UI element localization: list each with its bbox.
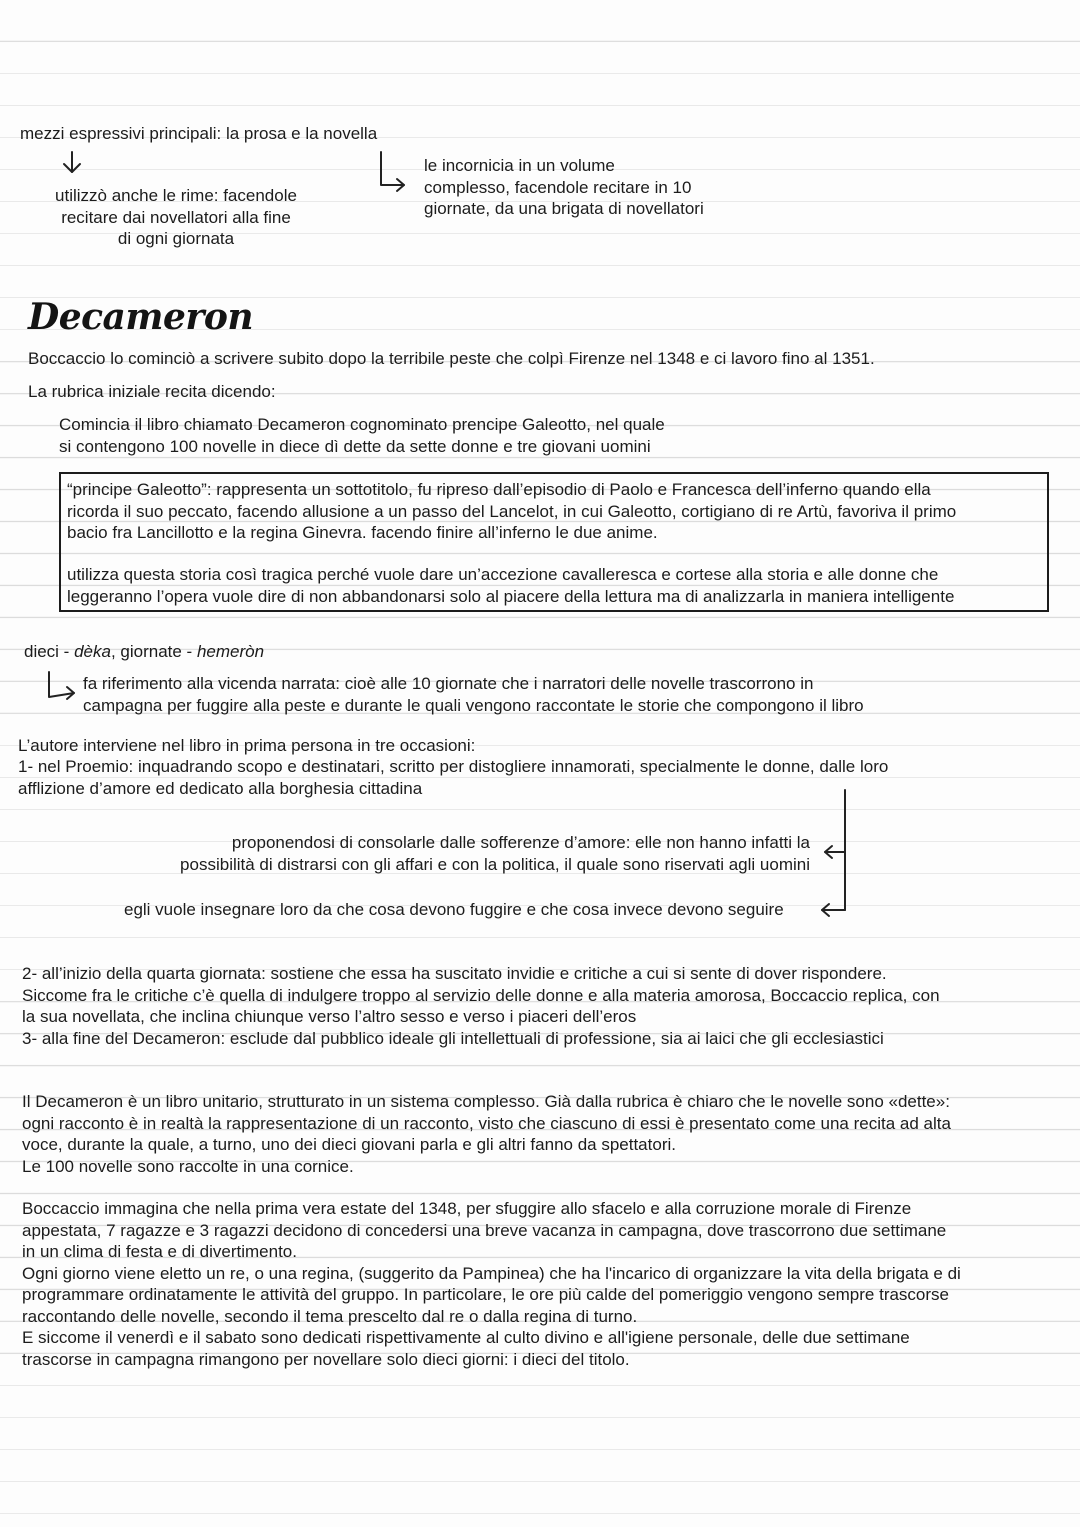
down-arrow-icon — [64, 152, 80, 172]
frame-note — [424, 155, 704, 220]
note-line: giornate, da una brigata di novellatori — [424, 199, 704, 218]
paragraph-line: Boccaccio immagina che nella prima vera estate del 1348, per sfuggire allo sfacelo e alla corruzione morale di Firenze — [22, 1199, 912, 1218]
paragraph-line: Il Decameron è un libro unitario, strutturato in un sistema complesso. Già dalla rubrica è chiaro che le novelle sono «dette»: — [22, 1092, 950, 1111]
point-line: 1- nel Proemio: inquadrando scopo e destinatari, scritto per distogliere innamorati, specialmente le donne, dalle loro — [18, 757, 889, 776]
box-line: bacio fra Lancillotto e la regina Ginevra. facendo finire all’inferno le due anime. — [67, 523, 658, 542]
note-line: utilizzò anche le rime: facendole — [55, 186, 297, 205]
paragraph-line: raccontando delle novelle, secondo il tema prescelto dal re o dalla regina di turno. — [22, 1306, 638, 1326]
box-paragraph-2 — [67, 564, 954, 607]
box-line: leggeranno l’opera vuole dire di non abbandonarsi solo al piacere della lettura ma di analizzarla in maniera intelligente — [67, 586, 955, 606]
etym-dieci: dieci - — [24, 642, 75, 661]
box-line: “principe Galeotto”: rappresenta un sottotitolo, fu ripreso dall’episodio di Paolo e Francesca dell’inferno quando ella — [67, 480, 931, 499]
etymology-line — [24, 641, 264, 663]
paragraph-line: Ogni giorno viene eletto un re, o una regina, (suggerito da Pampinea) che ha l'incarico di organizzare la vita della brigata e di — [22, 1263, 961, 1283]
explanation-line: campagna per fuggire alla peste e durante le quali vengono raccontate le storie che compongono il libro — [83, 695, 864, 715]
author-intro: L’autore interviene nel libro in prima persona in tre occasioni: — [18, 736, 476, 755]
intro-line: Boccaccio lo cominciò a scrivere subito dopo la terribile peste che colpì Firenze nel 1348 e ci lavoro fino al 1351. — [28, 349, 875, 368]
paragraph-line: ogni racconto è in realtà la rappresentazione di un racconto, visto che ciascuno di essi è presentato come una recita ad alta — [22, 1113, 951, 1133]
corner-arrow-icon — [49, 672, 74, 699]
paragraph-line: voce, durante la quale, a turno, uno dei dieci giovani parla e gli altri fanno da spettatori. — [22, 1135, 676, 1154]
rime-note — [40, 185, 312, 250]
note-line: proponendosi di consolarle dalle sofferenze d’amore: elle non hanno infatti la — [231, 833, 810, 852]
quote-line: Comincia il libro chiamato Decameron cognominato prencipe Galeotto, nel quale — [59, 415, 665, 434]
rubric-intro: La rubrica iniziale recita dicendo: — [28, 382, 276, 401]
etym-giornate: , giornate - — [110, 642, 197, 661]
bracket-arrow-icon — [822, 790, 845, 916]
paragraph-line: trascorse in campagna rimangono per novellare solo dieci giorni: i dieci del titolo. — [22, 1349, 630, 1369]
etym-deka: dèka — [74, 642, 111, 661]
point-line: la sua novellata, che inclina chiunque verso l’altro sesso e verso i piaceri dell’eros — [22, 1007, 637, 1026]
note-line: di ogni giornata — [117, 229, 235, 248]
point-line: 3- alla fine del Decameron: esclude dal pubblico ideale gli intellettuali di professione, sia ai laici che gli ecclesiastici — [22, 1028, 884, 1048]
paragraph-line: programmare ordinatamente le attività del gruppo. In particolare, le ore più calde del pomeriggio vengono sempre trascorse — [22, 1285, 950, 1304]
point-line: Siccome fra le critiche c’è quella di indulgere troppo al servizio delle donne e alla materia amorosa, Boccaccio replica, con — [22, 985, 940, 1005]
explanation-line: fa riferimento alla vicenda narrata: cioè alle 10 giornate che i narratori delle novelle trascorrono in — [83, 674, 814, 693]
teach-note: egli vuole insegnare loro da che cosa devono fuggire e che cosa invece devono seguire — [124, 900, 784, 919]
point-line: afflizione d’amore ed dedicato alla borghesia cittadina — [18, 778, 423, 798]
etym-hemeron: hemeròn — [196, 642, 265, 661]
structure-paragraph-1 — [22, 1091, 951, 1177]
paragraph-line: in un clima di festa e di divertimento. — [22, 1242, 297, 1261]
consolation-note — [180, 832, 810, 875]
point-1 — [18, 756, 888, 799]
paragraph-line: E siccome il venerdì e il sabato sono dedicati rispettivamente al culto divino e all'igiene personale, delle due settimane — [22, 1328, 910, 1347]
means-line: mezzi espressivi principali: la prosa e la novella — [20, 124, 378, 143]
corner-arrow-icon — [381, 152, 404, 191]
paragraph-line: Le 100 novelle sono raccolte in una cornice. — [22, 1156, 354, 1176]
note-line: possibilità di distrarsi con gli affari e con la politica, il quale sono riservati agli uomini — [180, 854, 810, 874]
rubric-quote — [59, 414, 665, 457]
note-line: le incornicia in un volume — [424, 156, 615, 175]
note-line: recitare dai novellatori alla fine — [61, 207, 291, 227]
box-line: utilizza questa storia così tragica perché vuole dare un’accezione cavalleresca e cortese alla storia e alle donne che — [67, 565, 939, 584]
etymology-explanation — [83, 673, 864, 716]
paragraph-line: appestata, 7 ragazze e 3 ragazzi decidono di concedersi una breve vacanza in campagna, dove trascorrono due settimane — [22, 1220, 947, 1240]
box-paragraph-1 — [67, 479, 956, 544]
points-2-3 — [22, 963, 940, 1049]
box-line: ricorda il suo peccato, facendo allusione a un passo del Lancelot, in cui Galeotto, cortigiano di re Artù, favoriva il primo — [67, 501, 957, 521]
structure-paragraph-2 — [22, 1198, 961, 1370]
quote-line: si contengono 100 novelle in diece dì dette da sette donne e tre giovani uomini — [59, 436, 651, 456]
section-title: Decameron — [28, 296, 254, 338]
point-line: 2- all’inizio della quarta giornata: sostiene che essa ha suscitato invidie e critiche a cui si sente di dover rispondere. — [22, 964, 887, 983]
note-line: complesso, facendole recitare in 10 — [424, 177, 692, 197]
